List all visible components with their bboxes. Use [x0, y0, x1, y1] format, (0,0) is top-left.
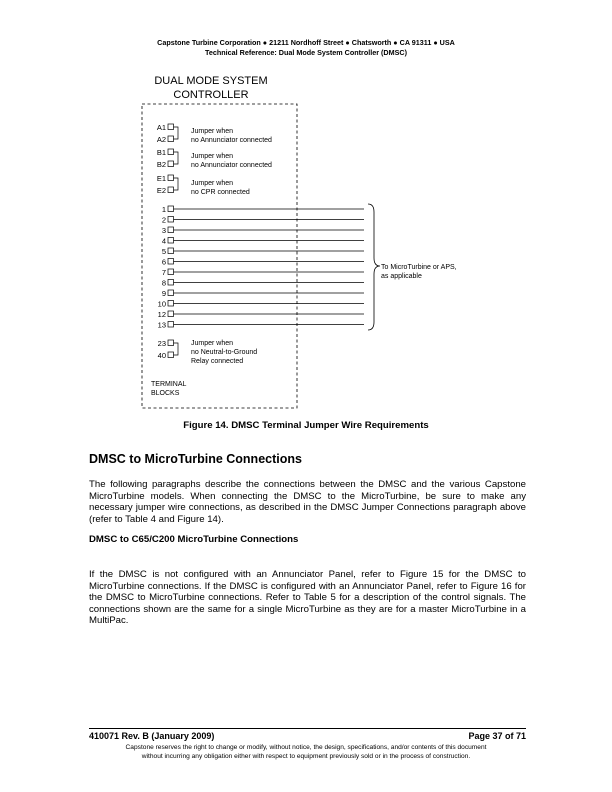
terminal-box — [168, 238, 174, 244]
terminal-box — [168, 136, 174, 142]
terminal-box — [168, 259, 174, 265]
jumper-note: no CPR connected — [191, 189, 250, 196]
terminal-box — [168, 301, 174, 307]
header-document-title: Technical Reference: Dual Mode System Controller (DMSC) — [205, 48, 407, 57]
terminal-label: 4 — [161, 236, 166, 246]
figure-caption: Figure 14. DMSC Terminal Jumper Wire Requirements — [183, 420, 429, 431]
terminal-label: A1 — [156, 123, 166, 132]
terminal-box — [168, 290, 174, 296]
jumper-note: Relay connected — [191, 358, 244, 365]
terminal-box — [168, 187, 174, 193]
terminal-label: 23 — [157, 339, 166, 348]
terminal-box — [168, 322, 174, 328]
terminal-box — [168, 124, 174, 130]
terminal-label: 10 — [157, 299, 166, 309]
bus-brace — [368, 204, 380, 330]
terminal-box — [168, 269, 174, 275]
jumper-wire — [174, 343, 179, 355]
section-paragraph-2: If the DMSC is not configured with an Annunciator Panel, refer to Figure 15 for the DMSC to MicroTurbine connections. If the DMSC is configured with an Annunciator Panel, refer to Figure 16 for the DMSC to MicroTurbine connections. Refer to Table 5 for a description of the control signals. The connections shown are the same for a single MicroTurbine as they are for a master MicroTurbine in a MultiPac. — [89, 569, 526, 627]
terminal-label: E2 — [156, 186, 166, 195]
jumper-group-b — [157, 148, 272, 169]
terminal-label: 7 — [161, 268, 166, 277]
terminal-label: 12 — [157, 310, 166, 319]
jumper-wire — [174, 152, 179, 164]
terminal-box — [168, 340, 174, 346]
terminal-label: 1 — [161, 205, 166, 214]
terminal-label: 6 — [161, 257, 166, 267]
jumper-note: Jumper when — [191, 128, 234, 135]
bus-note: as applicable — [381, 273, 422, 280]
terminal-label: 2 — [161, 215, 166, 225]
terminal-box — [168, 352, 174, 358]
jumper-note: no Annunciator connected — [191, 137, 272, 144]
terminal-label: A2 — [156, 135, 166, 144]
footer-rule — [89, 728, 526, 729]
terminal-label: B1 — [156, 148, 166, 157]
footer-page-number: Page 37 of 71 — [468, 731, 526, 741]
jumper-note: Jumper when — [191, 340, 234, 347]
jumper-wire — [174, 127, 179, 139]
jumper-note: no Annunciator connected — [191, 162, 272, 169]
section-heading: DMSC to MicroTurbine Connections — [89, 452, 302, 466]
terminal-box — [168, 227, 174, 233]
footer-disclaimer-line1: Capstone reserves the right to change or modify, without notice, the design, specifications, and/or contents of this document — [125, 744, 487, 751]
jumper-note: Jumper when — [191, 180, 234, 187]
subsection-heading: DMSC to C65/C200 MicroTurbine Connections — [89, 534, 299, 545]
jumper-note: no Neutral-to-Ground — [191, 349, 258, 356]
figure-title-line1: DUAL MODE SYSTEM — [154, 75, 268, 87]
terminal-blocks-label: BLOCKS — [151, 390, 180, 397]
jumper-wire — [174, 178, 179, 190]
jumper-group-neutral — [158, 339, 258, 365]
terminal-box — [168, 206, 174, 212]
terminal-label: 8 — [161, 278, 166, 288]
terminal-box — [168, 161, 174, 167]
header-company-line: Capstone Turbine Corporation ● 21211 Nordhoff Street ● Chatsworth ● CA 91311 ● USA — [157, 38, 455, 47]
footer-disclaimer-line2: without incurring any obligation either with respect to equipment previously sold or in the process of construction. — [141, 753, 471, 760]
jumper-group-a — [157, 123, 272, 144]
terminal-label: 9 — [161, 289, 166, 298]
terminal-box — [168, 149, 174, 155]
terminal-box — [168, 311, 174, 317]
figure-title-line2: CONTROLLER — [173, 89, 249, 101]
terminal-box — [168, 280, 174, 286]
terminal-label: 5 — [161, 247, 166, 256]
terminal-blocks-label: TERMINAL — [151, 381, 187, 388]
jumper-note: Jumper when — [191, 153, 234, 160]
terminal-label: 3 — [161, 226, 166, 235]
terminal-label: 13 — [157, 320, 166, 330]
bus-note: To MicroTurbine or APS, — [381, 264, 457, 271]
terminal-box — [168, 248, 174, 254]
terminal-label: 40 — [157, 351, 166, 360]
terminal-box — [168, 175, 174, 181]
section-paragraph-1: The following paragraphs describe the connections between the DMSC and the various Capstone MicroTurbine models. When connecting the DMSC to the MicroTurbine, be sure to make any necessary jumper wire connections, as described in the DMSC Jumper Connections paragraph above (refer to Table 4 and Figure 14). — [89, 479, 526, 525]
numbered-terminal-bus — [158, 204, 457, 330]
terminal-label: E1 — [156, 174, 166, 183]
jumper-group-e — [157, 174, 250, 196]
footer-document-revision: 410071 Rev. B (January 2009) — [89, 731, 215, 741]
terminal-label: B2 — [156, 160, 166, 169]
terminal-box — [168, 217, 174, 223]
